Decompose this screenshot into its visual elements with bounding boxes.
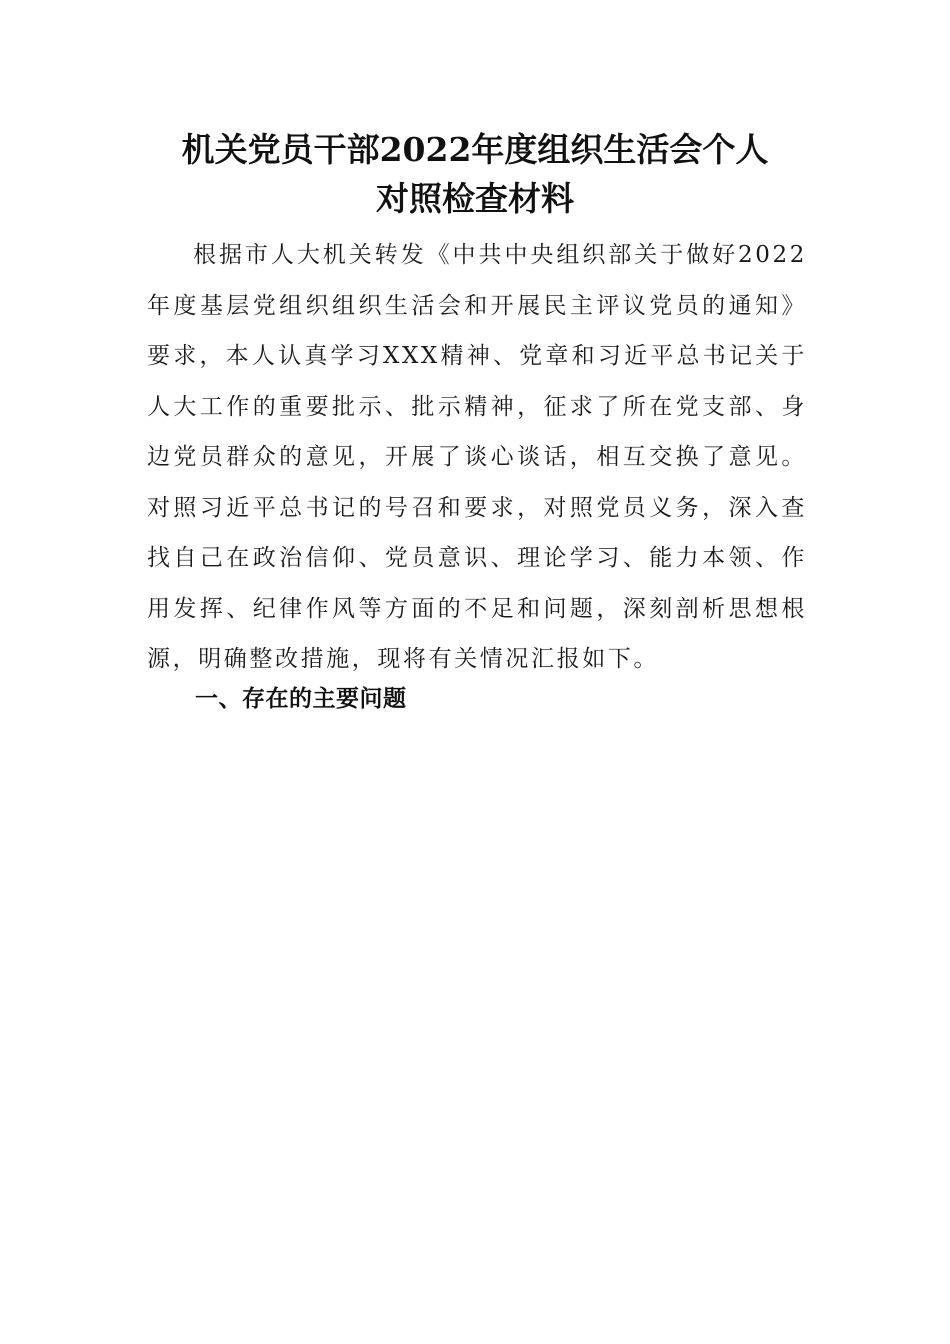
document-title-line-2: 对照检查材料 <box>376 179 574 218</box>
document-title-line-1: 机关党员干部2022年度组织生活会个人 <box>181 130 769 169</box>
intro-paragraph: 根据市人大机关转发《中共中央组织部关于做好2022年度基层党组织组织生活会和开展民主评议党员的通知》要求，本人认真学习XXX精神、党章和习近平总书记关于人大工作的重要批示、批示精神，征求了所在党支部、身边党员群众的意见，开展了谈心谈话，相互交换了意见。对照习近平总书记的号召和要求，对照党员义务，深入查找自己在政治信仰、党员意识、理论学习、能力本领、作用发挥、纪律作风等方面的不足和问题，深刻剖析思想根源，明确整改措施，现将有关情况汇报如下。 <box>147 242 807 672</box>
section-heading-problems: 一、存在的主要问题 <box>195 686 407 712</box>
